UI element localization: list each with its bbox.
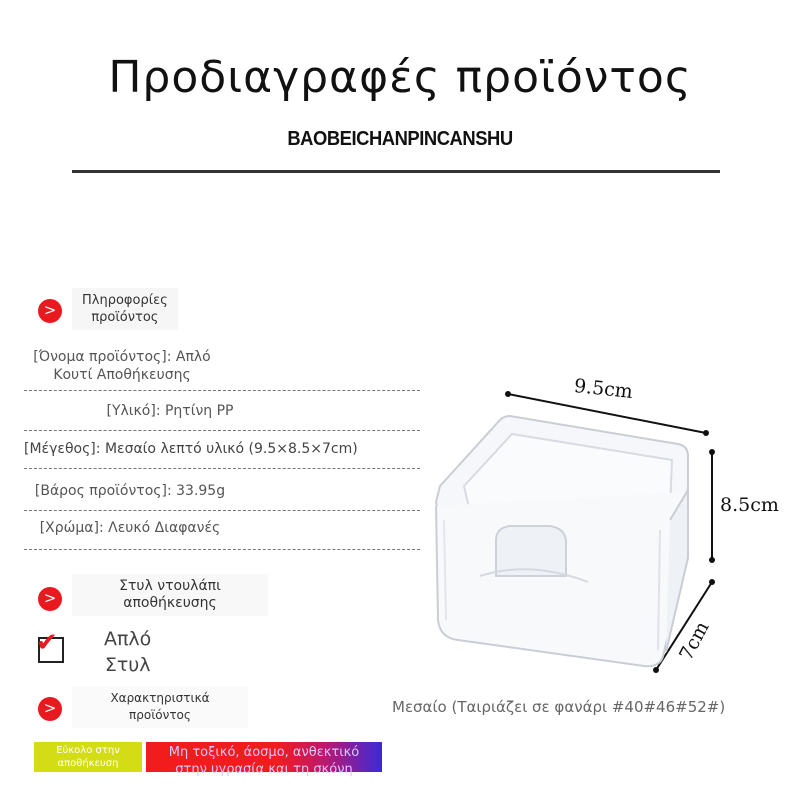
divider — [24, 510, 420, 511]
page-title: Προδιαγραφές προϊόντος — [108, 52, 692, 103]
checkmark-icon: ✔ — [36, 628, 58, 658]
section-label-features: Χαρακτηριστικά προϊόντος — [72, 686, 248, 728]
depth-label: 7cm — [675, 617, 714, 665]
chevron-right-icon: > — [38, 587, 62, 611]
feature-tag-storage: Εύκολο στην αποθήκευση — [34, 742, 142, 772]
spec-material: [Υλικό]: Ρητίνη PP — [106, 403, 234, 419]
spec-product-name: [Όνομα προϊόντος]: Απλό Κουτί Αποθήκευσης — [33, 349, 211, 383]
height-label: 8.5cm — [720, 494, 779, 516]
product-box-illustration — [400, 370, 800, 690]
width-label: 9.5cm — [573, 374, 634, 404]
page-subtitle: BAOBEICHANPINCANSHU — [287, 128, 513, 150]
chevron-right-icon: > — [38, 299, 62, 323]
header-divider — [72, 170, 720, 173]
divider — [24, 549, 420, 550]
product-caption: Μεσαίο (Ταιριάζει σε φανάρι #40#46#52#) — [392, 698, 726, 716]
spec-weight: [Βάρος προϊόντος]: 33.95g — [34, 483, 226, 499]
divider — [24, 430, 420, 431]
feature-tag-properties: Μη τοξικό, άοσμο, ανθεκτικό στην υγρασία και τη σκόνη — [146, 742, 382, 772]
height-dimension-line — [709, 449, 715, 563]
section-label-style: Στυλ ντουλάπι αποθήκευσης — [72, 574, 268, 616]
section-label-product-info: Πληροφορίες προϊόντος — [72, 288, 178, 330]
divider — [24, 468, 420, 469]
spec-color: [Χρώμα]: Λευκό Διαφανές — [39, 520, 221, 536]
style-value: Απλό Στυλ — [104, 628, 152, 676]
chevron-right-icon: > — [38, 697, 62, 721]
box-body — [436, 416, 688, 666]
spec-size: [Μέγεθος]: Μεσαίο λεπτό υλικό (9.5×8.5×7cm) — [24, 441, 358, 457]
divider — [24, 390, 420, 391]
